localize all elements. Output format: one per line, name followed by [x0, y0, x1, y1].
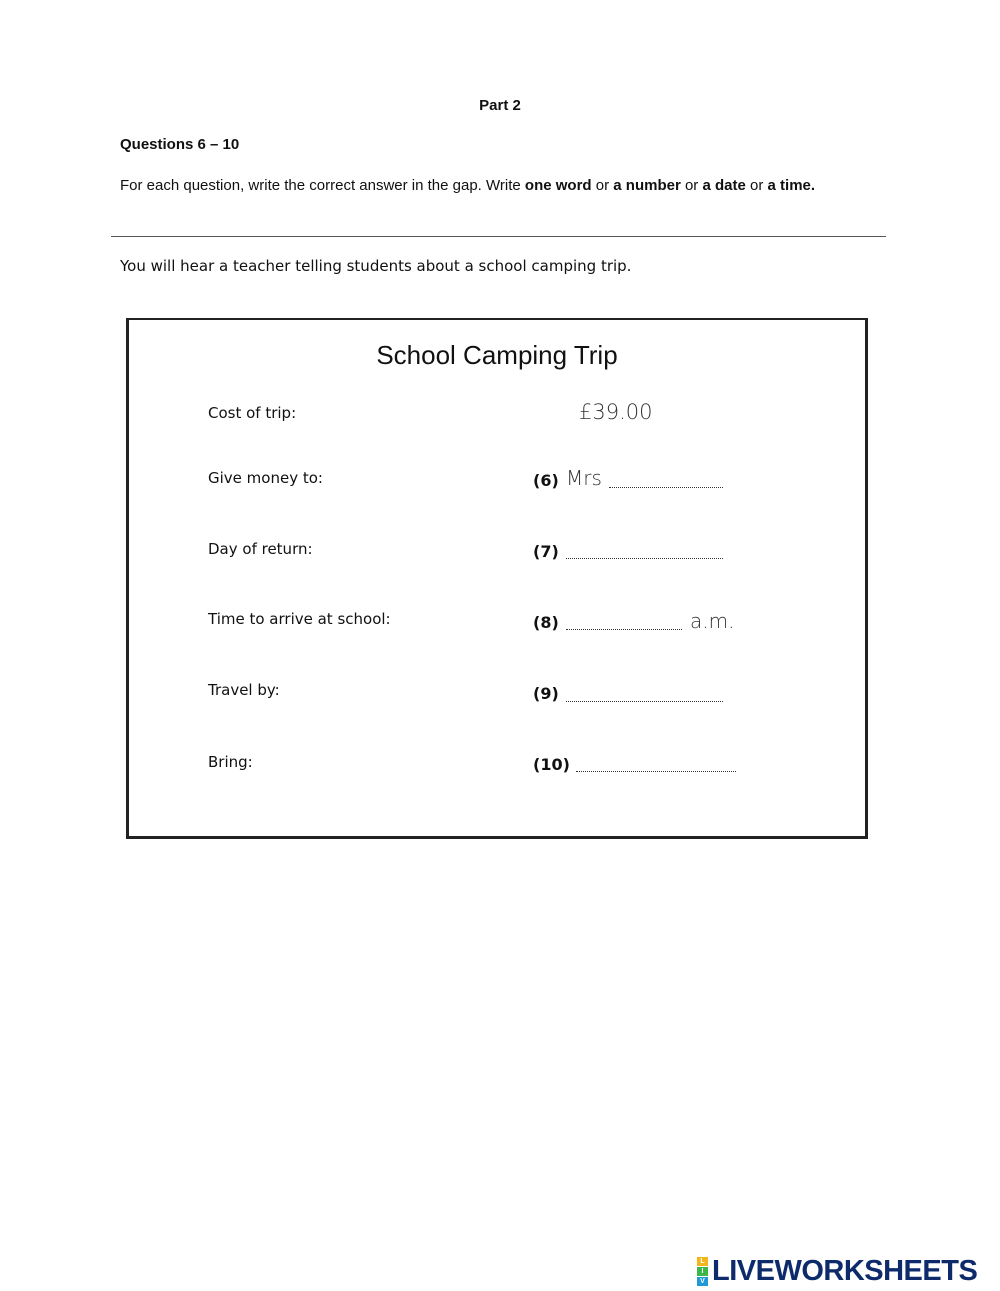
instructions-or-1: or: [591, 177, 614, 194]
answer-gap-9[interactable]: [566, 701, 723, 702]
context-text: You will hear a teacher telling students about a school camping trip.: [120, 257, 632, 275]
questions-range: Questions 6 – 10: [120, 136, 240, 153]
option-a-date: a date: [702, 177, 746, 194]
answer-suffix-am: a.m.: [690, 609, 735, 633]
label-bring: Bring:: [208, 753, 253, 771]
answer-gap-7[interactable]: [566, 558, 723, 559]
label-travel-by: Travel by:: [208, 681, 280, 699]
instructions: [120, 176, 880, 196]
question-number-6: (6): [533, 471, 559, 490]
question-number-9: (9): [533, 684, 559, 703]
answer-prefix-mrs: Mrs: [566, 466, 602, 490]
logo-block-v: V: [697, 1277, 708, 1286]
liveworksheets-logo: [697, 1255, 977, 1287]
instructions-prefix: For each question, write the correct answer in the gap. Write: [120, 177, 525, 194]
question-number-8: (8): [533, 613, 559, 632]
answer-gap-10[interactable]: [576, 771, 736, 772]
label-time-to-arrive: Time to arrive at school:: [208, 610, 391, 628]
option-a-number: a number: [613, 177, 681, 194]
label-cost-of-trip: Cost of trip:: [208, 404, 297, 422]
logo-blocks-icon: [697, 1257, 708, 1286]
divider: [111, 236, 886, 237]
question-number-7: (7): [533, 542, 559, 561]
instructions-or-2: or: [680, 177, 703, 194]
form-title: School Camping Trip: [376, 340, 618, 370]
label-day-of-return: Day of return:: [208, 540, 313, 558]
answer-gap-6[interactable]: [609, 487, 723, 488]
label-give-money-to: Give money to:: [208, 469, 323, 487]
answer-gap-8[interactable]: [566, 629, 682, 630]
option-one-word: one word: [524, 177, 592, 194]
option-a-time: a time.: [767, 177, 816, 194]
logo-block-i: I: [697, 1267, 708, 1276]
part-title: Part 2: [479, 97, 521, 114]
logo-block-l: L: [697, 1257, 708, 1266]
instructions-or-3: or: [745, 177, 768, 194]
form-box: [126, 318, 868, 839]
logo-text: LIVEWORKSHEETS: [712, 1254, 978, 1287]
answer-cost: £39.00: [579, 400, 653, 424]
question-number-10: (10): [533, 755, 570, 774]
